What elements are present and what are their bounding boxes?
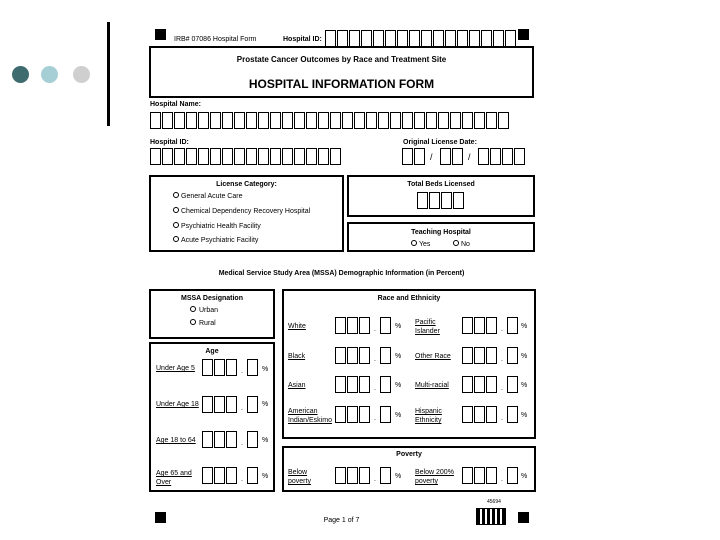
- race-left-2-frac[interactable]: [380, 347, 392, 364]
- race-left-4-int[interactable]: [335, 406, 371, 423]
- age-row-3-frac[interactable]: [247, 431, 259, 448]
- poverty-left-int[interactable]: [335, 467, 371, 484]
- race-right-1-decimal: .: [501, 326, 503, 333]
- registration-mark-top-left: [155, 29, 166, 40]
- race-right-3-label: Multi-racial: [415, 382, 449, 389]
- age-row-1-pct: %: [262, 366, 269, 373]
- poverty-right-int[interactable]: [462, 467, 498, 484]
- radio-teaching-yes[interactable]: [411, 240, 417, 246]
- race-right-4-frac[interactable]: [507, 406, 519, 423]
- race-right-3-int[interactable]: [462, 376, 498, 393]
- race-left-3-decimal: .: [374, 385, 376, 392]
- poverty-left-label: Below poverty: [288, 469, 311, 485]
- rural-label: Rural: [199, 320, 216, 327]
- race-left-1-decimal: .: [374, 326, 376, 333]
- hospital-name-label: Hospital Name:: [150, 101, 201, 108]
- race-right-3-decimal: .: [501, 385, 503, 392]
- race-right-2-decimal: .: [501, 356, 503, 363]
- age-row-1-int[interactable]: [202, 359, 238, 376]
- race-left-2-pct: %: [395, 353, 402, 360]
- total-beds-cells[interactable]: [417, 192, 465, 209]
- age-row-3-label: Age 18 to 64: [156, 437, 196, 444]
- hospital-id-cells[interactable]: [150, 148, 342, 165]
- race-left-2-int[interactable]: [335, 347, 371, 364]
- license-date-month[interactable]: [402, 148, 426, 165]
- race-left-1-frac[interactable]: [380, 317, 392, 334]
- teaching-yes-label: Yes: [419, 241, 431, 248]
- age-row-3-int[interactable]: [202, 431, 238, 448]
- race-right-2-label: Other Race: [415, 353, 451, 360]
- radio-urban[interactable]: [190, 306, 196, 312]
- radio-chemical-dependency[interactable]: [173, 207, 179, 213]
- form-title: HOSPITAL INFORMATION FORM: [248, 77, 435, 91]
- poverty-right-label: Below 200% poverty: [415, 469, 454, 485]
- license-option-2: Chemical Dependency Recovery Hospital: [181, 208, 311, 215]
- mssa-designation-title: MSSA Designation: [181, 295, 243, 302]
- age-row-2-frac[interactable]: [247, 396, 259, 413]
- race-left-3-label: Asian: [288, 382, 306, 389]
- radio-rural[interactable]: [190, 319, 196, 325]
- age-row-2-label: Under Age 18: [156, 401, 199, 408]
- race-left-2-label: Black: [288, 353, 306, 360]
- age-row-4-label: Age 65 and Over: [156, 470, 192, 486]
- race-left-1-pct: %: [395, 323, 402, 330]
- license-date-year[interactable]: [478, 148, 526, 165]
- registration-mark-top-right: [518, 29, 529, 40]
- radio-teaching-no[interactable]: [453, 240, 459, 246]
- race-left-4-pct: %: [395, 412, 402, 419]
- hospital-id-label: Hospital ID:: [150, 139, 189, 146]
- radio-acute-psychiatric[interactable]: [173, 236, 179, 242]
- page-number: Page 1 of 7: [323, 517, 360, 524]
- race-right-4-label: Hispanic Ethnicity: [415, 408, 442, 424]
- urban-label: Urban: [199, 307, 219, 314]
- race-right-2-pct: %: [521, 353, 528, 360]
- radio-psychiatric-health[interactable]: [173, 222, 179, 228]
- age-row-4-frac[interactable]: [247, 467, 259, 484]
- vertical-divider: [107, 22, 110, 126]
- license-date-day[interactable]: [440, 148, 464, 165]
- age-title: Age: [205, 348, 219, 355]
- age-row-1-decimal: .: [241, 368, 243, 375]
- teaching-no-label: No: [461, 241, 470, 248]
- race-right-2-frac[interactable]: [507, 347, 519, 364]
- header-hospital-id-cells[interactable]: [325, 30, 517, 47]
- race-left-3-frac[interactable]: [380, 376, 392, 393]
- race-right-4-decimal: .: [501, 415, 503, 422]
- race-left-4-frac[interactable]: [380, 406, 392, 423]
- age-row-3-pct: %: [262, 437, 269, 444]
- study-title: Prostate Cancer Outcomes by Race and Treatment Site: [236, 55, 447, 64]
- race-left-1-label: White: [288, 323, 306, 330]
- radio-general-acute[interactable]: [173, 192, 179, 198]
- poverty-left-decimal: .: [374, 476, 376, 483]
- age-row-3-decimal: .: [241, 440, 243, 447]
- poverty-left-frac[interactable]: [380, 467, 392, 484]
- race-left-1-int[interactable]: [335, 317, 371, 334]
- total-beds-title: Total Beds Licensed: [407, 181, 475, 188]
- license-option-4: Acute Psychiatric Facility: [181, 237, 259, 244]
- header-hospital-id-label: Hospital ID:: [283, 36, 322, 43]
- mssa-section-title: Medical Service Study Area (MSSA) Demographic Information (in Percent): [218, 270, 465, 277]
- race-title: Race and Ethnicity: [377, 295, 441, 302]
- poverty-title: Poverty: [396, 451, 422, 458]
- barcode-icon: [476, 508, 506, 525]
- race-left-4-label: American Indian/Eskimo: [288, 408, 332, 424]
- age-row-1-label: Under Age 5: [156, 365, 195, 372]
- race-right-2-int[interactable]: [462, 347, 498, 364]
- hospital-name-cells[interactable]: [150, 112, 510, 129]
- race-left-3-int[interactable]: [335, 376, 371, 393]
- age-row-4-decimal: .: [241, 476, 243, 483]
- race-right-3-pct: %: [521, 382, 528, 389]
- race-right-4-pct: %: [521, 412, 528, 419]
- license-option-1: General Acute Care: [181, 193, 243, 200]
- age-row-4-int[interactable]: [202, 467, 238, 484]
- race-right-3-frac[interactable]: [507, 376, 519, 393]
- form-code: 45694: [487, 499, 501, 505]
- race-left-4-decimal: .: [374, 415, 376, 422]
- race-right-4-int[interactable]: [462, 406, 498, 423]
- age-row-4-pct: %: [262, 473, 269, 480]
- poverty-right-pct: %: [521, 473, 528, 480]
- license-date-label: Original License Date:: [403, 139, 477, 146]
- license-category-title: License Category:: [216, 181, 277, 188]
- irb-label: IRB# 07086 Hospital Form: [174, 36, 257, 43]
- date-separator-2: /: [468, 152, 471, 162]
- race-right-1-frac[interactable]: [507, 317, 519, 334]
- race-left-2-decimal: .: [374, 356, 376, 363]
- license-option-3: Psychiatric Health Facility: [181, 223, 261, 230]
- poverty-right-frac[interactable]: [507, 467, 519, 484]
- poverty-right-decimal: .: [501, 476, 503, 483]
- teaching-box: [347, 222, 535, 252]
- teaching-title: Teaching Hospital: [411, 229, 471, 236]
- race-left-3-pct: %: [395, 382, 402, 389]
- date-separator-1: /: [430, 152, 433, 162]
- age-row-2-int[interactable]: [202, 396, 238, 413]
- poverty-left-pct: %: [395, 473, 402, 480]
- age-row-2-decimal: .: [241, 405, 243, 412]
- age-row-1-frac[interactable]: [247, 359, 259, 376]
- race-right-1-pct: %: [521, 323, 528, 330]
- race-right-1-int[interactable]: [462, 317, 498, 334]
- age-row-2-pct: %: [262, 401, 269, 408]
- race-right-1-label: Pacific Islander: [415, 319, 440, 335]
